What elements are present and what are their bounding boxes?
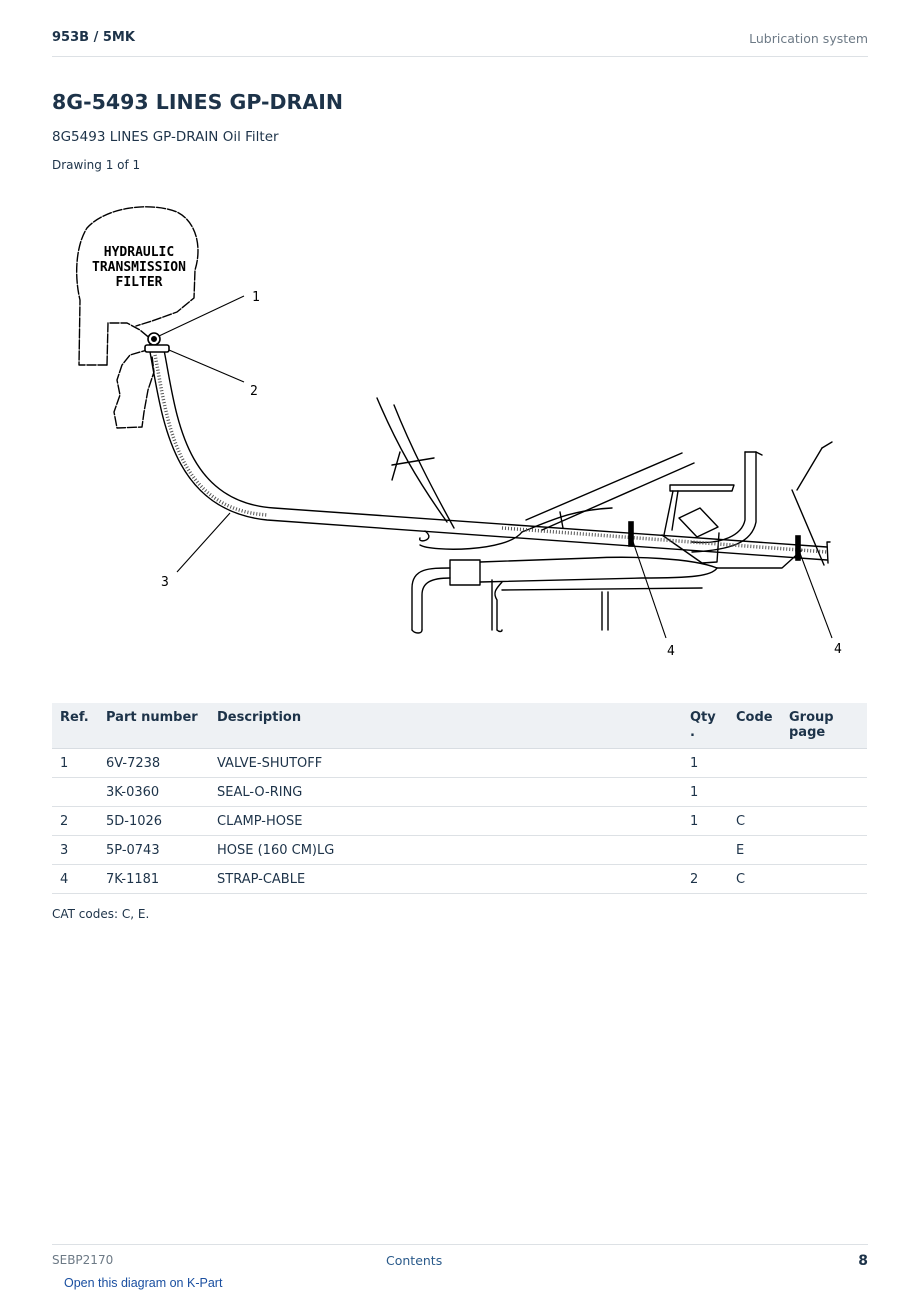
open-kpart-link[interactable]: Open this diagram on K-Part [64,1276,223,1290]
page-footer [52,1244,868,1275]
model-label: 953B / 5MK [52,30,135,45]
cell-description: STRAP-CABLE [209,865,682,894]
cell-group-page [781,865,867,894]
table-row [52,836,867,865]
cell-ref: 2 [52,807,98,836]
cell-group-page [781,778,867,807]
hose-end [827,542,830,563]
parts-diagram [52,190,867,670]
filter-base [107,323,154,428]
cell-part-number: 5D-1026 [98,807,209,836]
page-title: 8G-5493 LINES GP-DRAIN [52,90,343,114]
header-qty: Qty . [682,703,728,749]
callout-1: 1 [252,290,260,305]
contents-link[interactable]: Contents [386,1253,443,1268]
header-description: Description [209,703,682,749]
cell-group-page [781,836,867,865]
cell-ref: 3 [52,836,98,865]
callout-2: 2 [250,384,258,399]
cell-code [728,778,781,807]
cell-code [728,749,781,778]
cell-part-number: 6V-7238 [98,749,209,778]
cell-part-number: 7K-1181 [98,865,209,894]
cell-ref [52,778,98,807]
cat-codes-note: CAT codes: C, E. [52,907,150,921]
parts-table [52,703,867,894]
header-ref: Ref. [52,703,98,749]
cell-description: SEAL-O-RING [209,778,682,807]
cell-code: C [728,865,781,894]
section-label: Lubrication system [749,31,868,46]
cell-description: HOSE (160 CM)LG [209,836,682,865]
filter-label-line-1: HYDRAULIC [103,245,175,260]
hose-inner [164,350,827,547]
table-row [52,778,867,807]
cell-qty [682,836,728,865]
header-group-page: Group page [781,703,867,749]
document-id: SEBP2170 [52,1253,114,1267]
cell-qty: 1 [682,778,728,807]
page-subtitle: 8G5493 LINES GP-DRAIN Oil Filter [52,129,279,145]
filter-label-line-2: TRANSMISSION [92,260,186,275]
cell-description: CLAMP-HOSE [209,807,682,836]
cell-qty: 1 [682,807,728,836]
cell-ref: 4 [52,865,98,894]
table-header-row [52,703,867,749]
cell-part-number: 5P-0743 [98,836,209,865]
callout-3: 3 [161,575,169,590]
table-row [52,865,867,894]
callout-4a: 4 [667,644,675,659]
header-part-number: Part number [98,703,209,749]
header-code: Code [728,703,781,749]
page-header [52,28,868,57]
cell-description: VALVE-SHUTOFF [209,749,682,778]
cell-ref: 1 [52,749,98,778]
cell-group-page [781,807,867,836]
cell-qty: 1 [682,749,728,778]
table-row [52,749,867,778]
page-number: 8 [858,1253,868,1269]
cell-group-page [781,749,867,778]
filter-label-line-3: FILTER [115,275,163,290]
cell-code: E [728,836,781,865]
hose-clamp-icon [145,345,169,352]
table-row [52,807,867,836]
cell-code: C [728,807,781,836]
cell-qty: 2 [682,865,728,894]
callout-4b: 4 [834,642,842,657]
cell-part-number: 3K-0360 [98,778,209,807]
drawing-count: Drawing 1 of 1 [52,158,141,172]
